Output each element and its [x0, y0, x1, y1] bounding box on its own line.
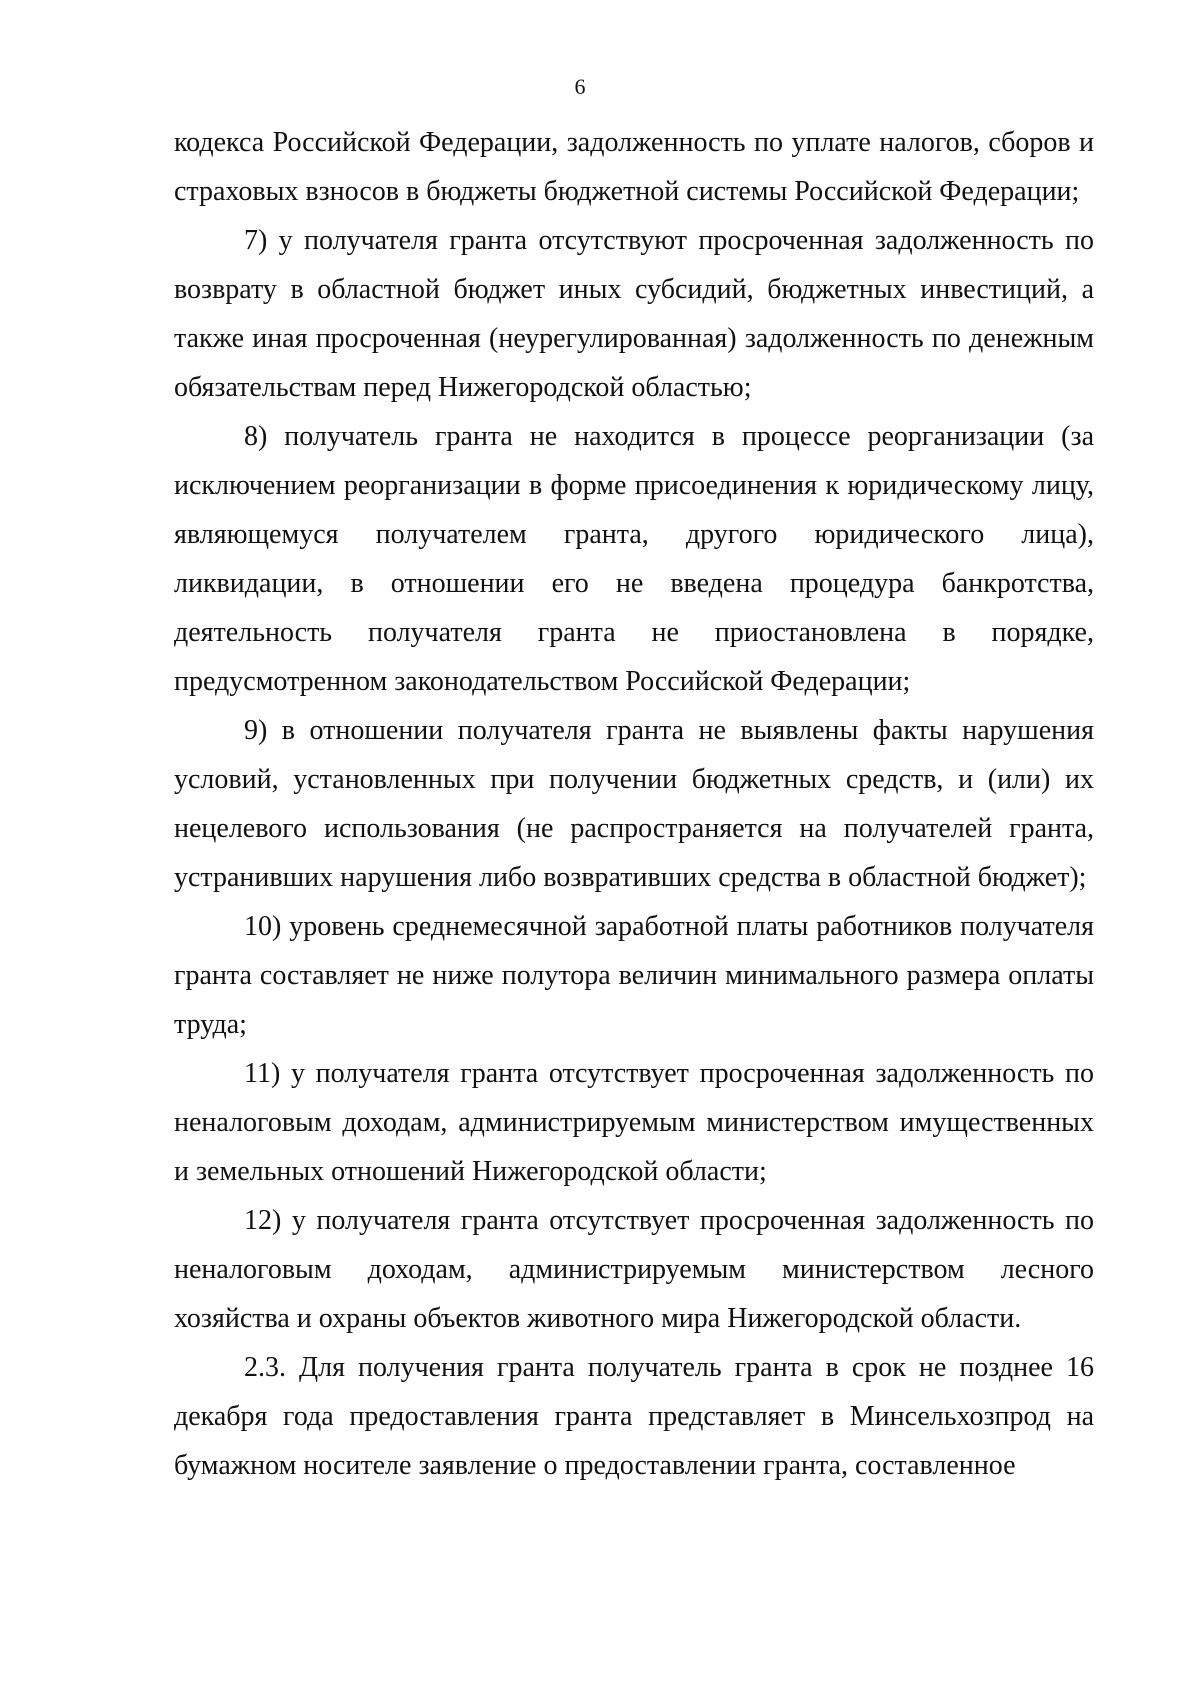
- paragraph-section-2-3: 2.3. Для получения гранта получатель гранта в срок не позднее 16 декабря года предоставления гранта представляет в Минсельхозпрод на бумажном носителе заявление о предоставлении гранта, составленное: [174, 1352, 1094, 1481]
- paragraph-item-8: 8) получатель гранта не находится в процессе реорганизации (за исключением реорганизации в форме присоединения к юридическому лицу, являющемуся получателем гранта, другого юридического лица), ликвидации, в отношении его не введена процедура банкротства, деятельность получателя гранта не приостановлена в порядке, предусмотренном законодательством Российской Федерации;: [174, 421, 1094, 697]
- paragraph-continuation: кодекса Российской Федерации, задолженность по уплате налогов, сборов и страховых взносов в бюджеты бюджетной системы Российской Федерации;: [174, 127, 1094, 207]
- page-number: 6: [574, 74, 586, 99]
- paragraph-item-7: 7) у получателя гранта отсутствуют просроченная задолженность по возврату в областной бюджет иных субсидий, бюджетных инвестиций, а также иная просроченная (неурегулированная) задолженность по денежным обязательствам перед Нижегородской областью;: [174, 225, 1094, 403]
- paragraph-item-10: 10) уровень среднемесячной заработной платы работников получателя гранта составляет не ниже полутора величин минимального размера оплаты труда;: [174, 911, 1094, 1040]
- document-body: [174, 118, 1094, 1490]
- paragraph-item-11: 11) у получателя гранта отсутствует просроченная задолженность по неналоговым доходам, администрируемым министерством имущественных и земельных отношений Нижегородской области;: [174, 1058, 1094, 1187]
- paragraph-item-12: 12) у получателя гранта отсутствует просроченная задолженность по неналоговым доходам, администрируемым министерством лесного хозяйства и охраны объектов животного мира Нижегородской области.: [174, 1205, 1094, 1334]
- paragraph-item-9: 9) в отношении получателя гранта не выявлены факты нарушения условий, установленных при получении бюджетных средств, и (или) их нецелевого использования (не распространяется на получателей гранта, устранивших нарушения либо возвративших средства в областной бюджет);: [174, 715, 1094, 893]
